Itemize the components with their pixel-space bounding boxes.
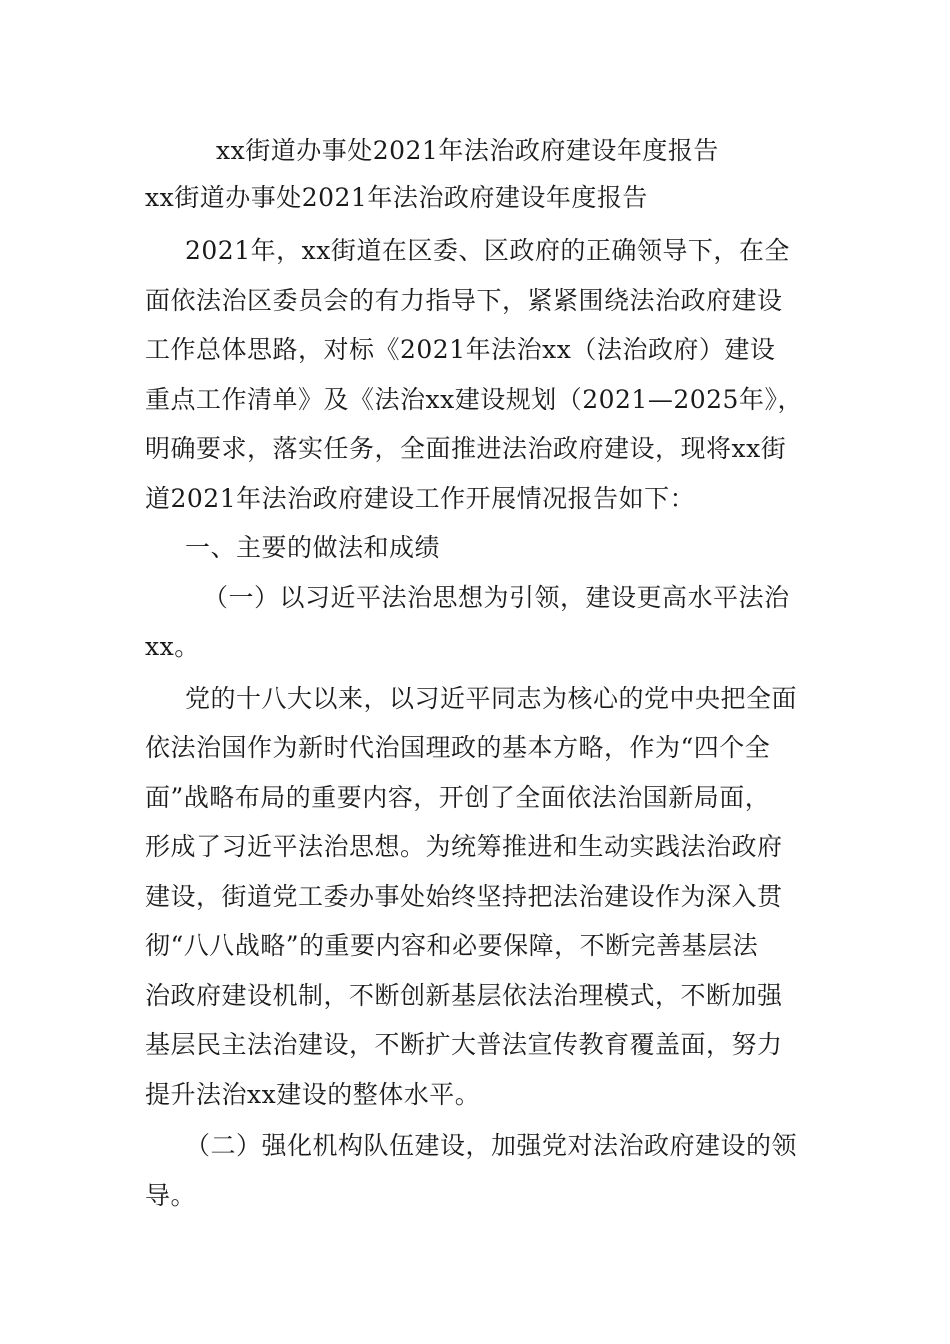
paragraph-line: 治政府建设机制，不断创新基层依法治理模式，不断加强 xyxy=(145,980,783,1010)
paragraph-line: 重点工作清单》及《法治xx建设规划（2021—2025年》， xyxy=(145,384,803,414)
document-body xyxy=(145,130,810,1220)
subsection-heading-line: （一）以习近平法治思想为引领，建设更高水平法治 xyxy=(203,582,790,612)
intro-paragraph xyxy=(145,226,810,523)
paragraph-line: 基层民主法治建设，不断扩大普法宣传教育覆盖面，努力 xyxy=(145,1030,783,1059)
body-paragraph xyxy=(145,674,810,1120)
subsection-heading-line: xx。 xyxy=(145,632,200,661)
paragraph-line: 面依法治区委员会的有力指导下，紧紧围绕法治政府建设 xyxy=(145,285,783,315)
document-title: xx街道办事处2021年法治政府建设年度报告 xyxy=(216,136,719,165)
section-heading: 一、主要的做法和成绩 xyxy=(185,533,441,562)
paragraph-line: 2021年，xx街道在区委、区政府的正确领导下，在全 xyxy=(185,236,790,265)
subsection-heading-line: （二）强化机构队伍建设，加强党对法治政府建设的领 xyxy=(185,1131,798,1160)
paragraph-line: 工作总体思路，对标《2021年法治xx（法治政府）建设 xyxy=(145,335,776,364)
paragraph-line: 建设，街道党工委办事处始终坚持把法治建设作为深入贯 xyxy=(145,881,783,911)
subsection-heading-line: 导。 xyxy=(145,1180,197,1210)
paragraph-line: 彻“八八战略”的重要内容和必要保障，不断完善基层法 xyxy=(145,931,759,960)
paragraph-line: 提升法治xx建设的整体水平。 xyxy=(145,1079,481,1109)
paragraph-line: 形成了习近平法治思想。为统筹推进和生动实践法治政府 xyxy=(145,832,783,861)
subsection-heading-1 xyxy=(145,573,810,672)
subsection-heading-2 xyxy=(145,1121,810,1220)
paragraph-line: 党的十八大以来，以习近平同志为核心的党中央把全面 xyxy=(185,683,798,713)
paragraph-line: 道2021年法治政府建设工作开展情况报告如下： xyxy=(145,483,696,513)
paragraph-line: 依法治国作为新时代治国理政的基本方略，作为“四个全 xyxy=(145,733,771,762)
paragraph-line: 明确要求，落实任务，全面推进法治政府建设，现将xx街 xyxy=(145,434,787,463)
document-subtitle: xx街道办事处2021年法治政府建设年度报告 xyxy=(145,183,648,212)
paragraph-line: 面”战略布局的重要内容，开创了全面依法治国新局面， xyxy=(145,782,771,812)
